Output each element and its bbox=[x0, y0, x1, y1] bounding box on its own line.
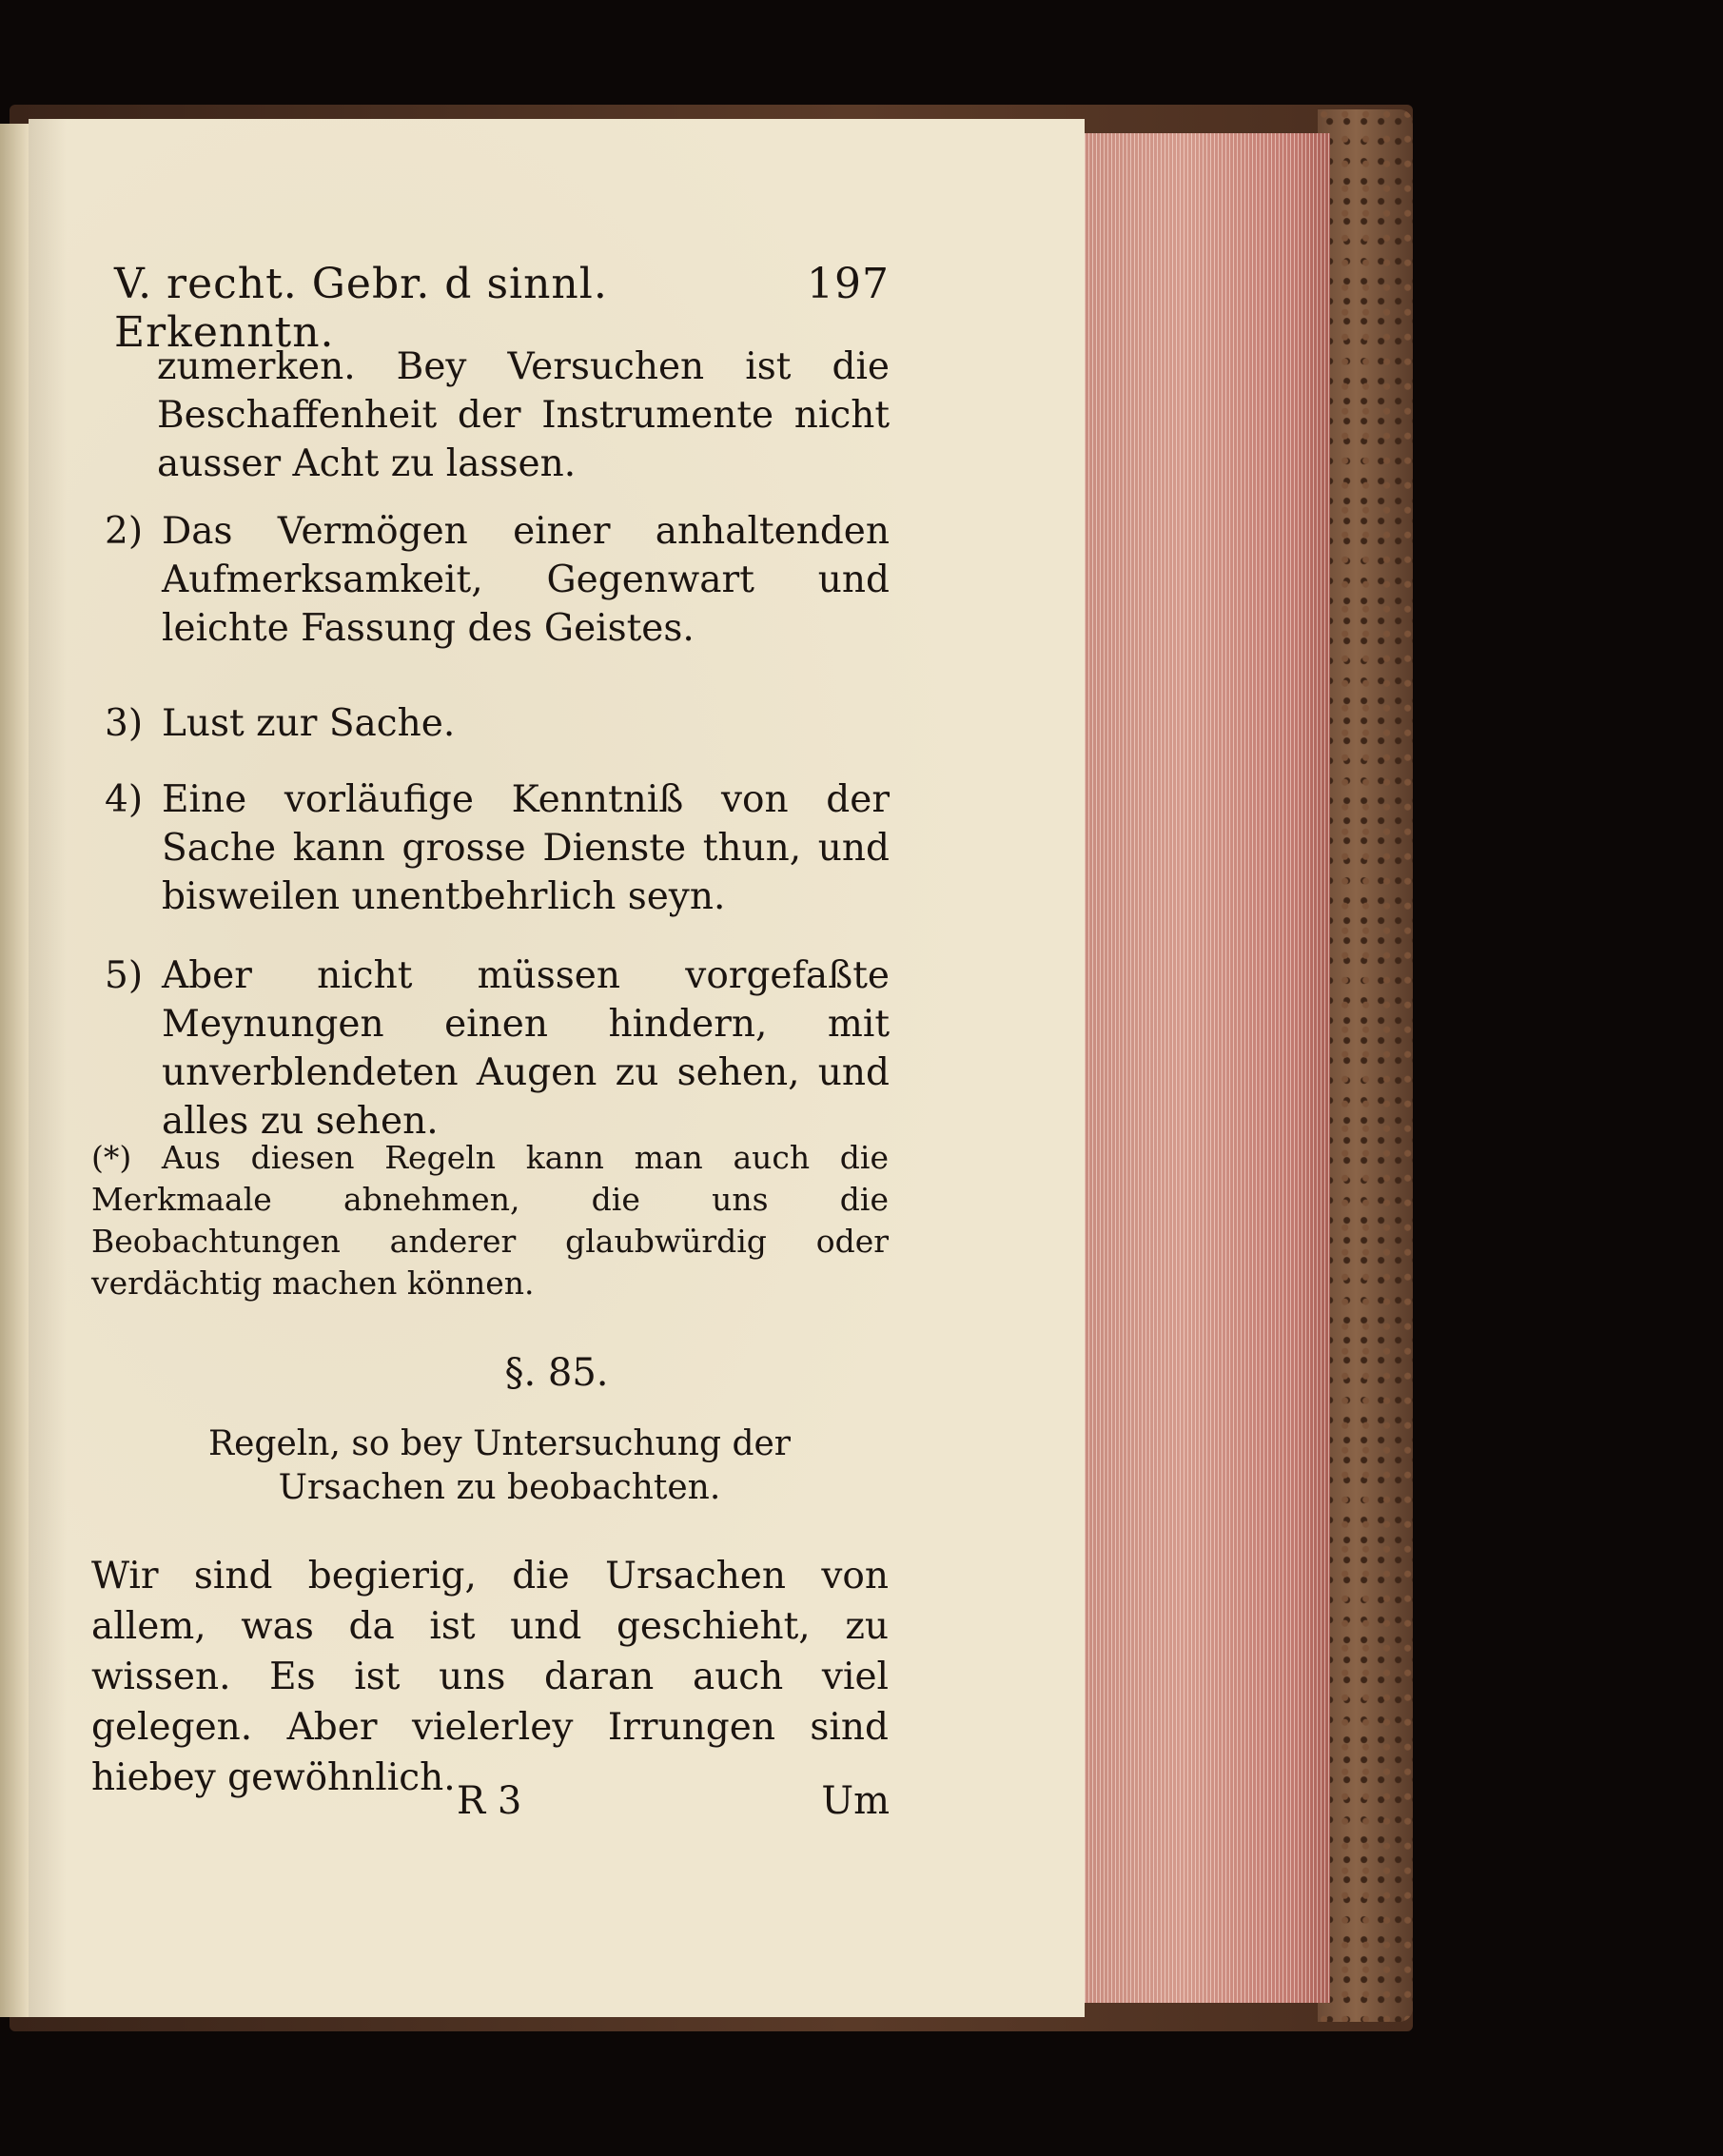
page-footer bbox=[457, 1779, 890, 1823]
continuation-paragraph bbox=[157, 343, 890, 488]
cover-board-right bbox=[1318, 109, 1413, 2022]
signature-mark: R 3 bbox=[457, 1779, 522, 1823]
section-title: Regeln, so bey Untersuchung der Ursachen zu beobachten. bbox=[208, 1424, 791, 1507]
item-text: Aber nicht müssen vorgefaßte Meynungen einen hindern, mit unverblendeten Augen zu sehen, und alles zu sehen. bbox=[162, 954, 890, 1143]
running-head-title: V. recht. Gebr. d sinnl. Erkenntn. bbox=[114, 260, 608, 357]
page-number: 197 bbox=[807, 260, 890, 308]
continuation-text: zumerken. Bey Versuchen ist die Beschaffenheit der Instrumente nicht ausser Acht zu lassen. bbox=[157, 345, 890, 485]
footnote: (*) Aus diesen Regeln kann man auch die Merkmaale abnehmen, die uns die Beobachtungen anderer glaubwürdig oder verdächtig machen können. bbox=[91, 1139, 889, 1302]
page-block-fore-edge bbox=[1085, 133, 1330, 2003]
list-item bbox=[105, 699, 890, 748]
section-number: §. 85. bbox=[504, 1351, 609, 1395]
item-number: 2) bbox=[105, 510, 144, 553]
item-number: 5) bbox=[105, 954, 144, 997]
item-text: Das Vermögen einer anhaltenden Aufmerksamkeit, Gegenwart und leichte Fassung des Geistes. bbox=[162, 510, 890, 650]
list-item bbox=[105, 951, 890, 1146]
body-paragraph: Wir sind begierig, die Ursachen von allem, was da ist und geschieht, zu wissen. Es ist uns daran auch viel gelegen. Aber vielerley Irrungen sind hiebey gewöhnlich. bbox=[91, 1555, 889, 1799]
catchword: Um bbox=[821, 1779, 890, 1823]
list-item bbox=[105, 507, 890, 653]
item-text: Eine vorläufige Kenntniß von der Sache kann grosse Dienste thun, und bisweilen unentbehrlich seyn. bbox=[162, 778, 890, 918]
list-item bbox=[105, 775, 890, 921]
item-number: 4) bbox=[105, 778, 144, 821]
facing-page-edge bbox=[0, 124, 29, 2017]
item-number: 3) bbox=[105, 702, 144, 745]
item-text: Lust zur Sache. bbox=[162, 702, 456, 745]
book-page bbox=[29, 119, 1085, 2017]
